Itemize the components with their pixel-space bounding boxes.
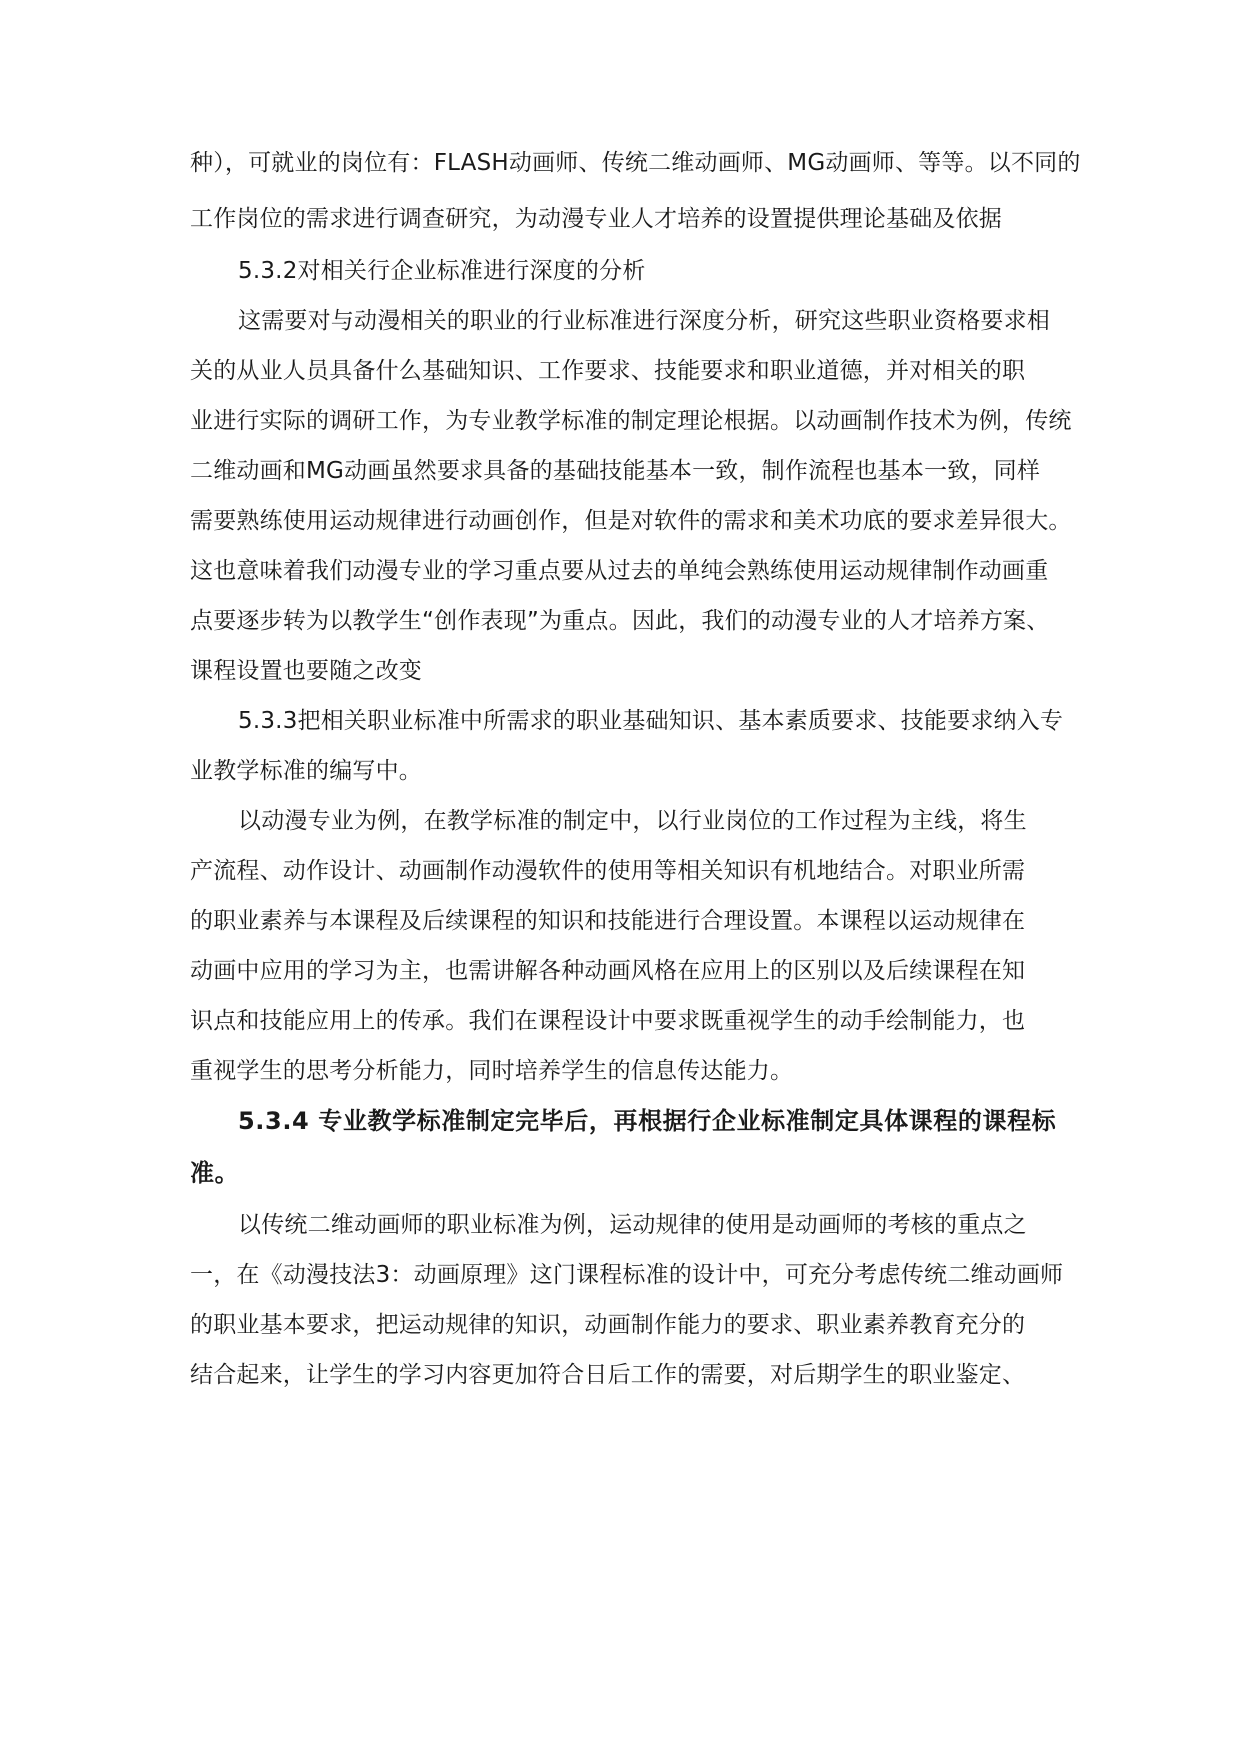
section-heading-5-3-4-continued: 准。 [190,1159,240,1187]
paragraph-line: 关的从业人员具备什么基础知识、工作要求、技能要求和职业道德，并对相关的职 [190,358,1026,384]
paragraph-line: 工作岗位的需求进行调查研究，为动漫专业人才培养的设置提供理论基础及依据 [190,206,1002,232]
section-heading-5-3-2: 5.3.2对相关行企业标准进行深度的分析 [238,258,646,284]
paragraph-line: 重视学生的思考分析能力，同时培养学生的信息传达能力。 [190,1058,794,1084]
paragraph-line: 产流程、动作设计、动画制作动漫软件的使用等相关知识有机地结合。对职业所需 [190,858,1026,884]
paragraph-line: 动画中应用的学习为主，也需讲解各种动画风格在应用上的区别以及后续课程在知 [190,958,1026,984]
paragraph-line: 课程设置也要随之改变 [190,658,422,684]
section-heading-5-3-3: 5.3.3把相关职业标准中所需求的职业基础知识、基本素质要求、技能要求纳入专 [238,708,1064,734]
section-heading-5-3-4: 5.3.4 专业教学标准制定完毕后，再根据行企业标准制定具体课程的课程标 [238,1107,1057,1135]
paragraph-line: 种），可就业的岗位有：FLASH动画师、传统二维动画师、MG动画师、等等。以不同的 [190,150,1081,176]
paragraph-line: 点要逐步转为以教学生“创作表现”为重点。因此，我们的动漫专业的人才培养方案、 [190,608,1050,634]
paragraph-line: 识点和技能应用上的传承。我们在课程设计中要求既重视学生的动手绘制能力，也 [190,1008,1026,1034]
paragraph-line: 二维动画和MG动画虽然要求具备的基础技能基本一致，制作流程也基本一致，同样 [190,458,1041,484]
paragraph-line: 以传统二维动画师的职业标准为例，运动规律的使用是动画师的考核的重点之 [238,1212,1027,1238]
paragraph-line: 的职业基本要求，把运动规律的知识，动画制作能力的要求、职业素养教育充分的 [190,1312,1026,1338]
paragraph-line: 这也意味着我们动漫专业的学习重点要从过去的单纯会熟练使用运动规律制作动画重 [190,558,1049,584]
paragraph-line: 业进行实际的调研工作，为专业教学标准的制定理论根据。以动画制作技术为例，传统 [190,408,1072,434]
paragraph-line: 结合起来，让学生的学习内容更加符合日后工作的需要，对后期学生的职业鉴定、 [190,1362,1026,1388]
section-heading-5-3-3-continued: 业教学标准的编写中。 [190,758,422,784]
paragraph-line: 的职业素养与本课程及后续课程的知识和技能进行合理设置。本课程以运动规律在 [190,908,1026,934]
paragraph-line: 需要熟练使用运动规律进行动画创作，但是对软件的需求和美术功底的要求差异很大。 [190,508,1072,534]
paragraph-line: 这需要对与动漫相关的职业的行业标准进行深度分析，研究这些职业资格要求相 [238,308,1050,334]
paragraph-line: 一，在《动漫技法3：动画原理》这门课程标准的设计中，可充分考虑传统二维动画师 [190,1262,1064,1288]
paragraph-line: 以动漫专业为例，在教学标准的制定中，以行业岗位的工作过程为主线，将生 [238,808,1027,834]
